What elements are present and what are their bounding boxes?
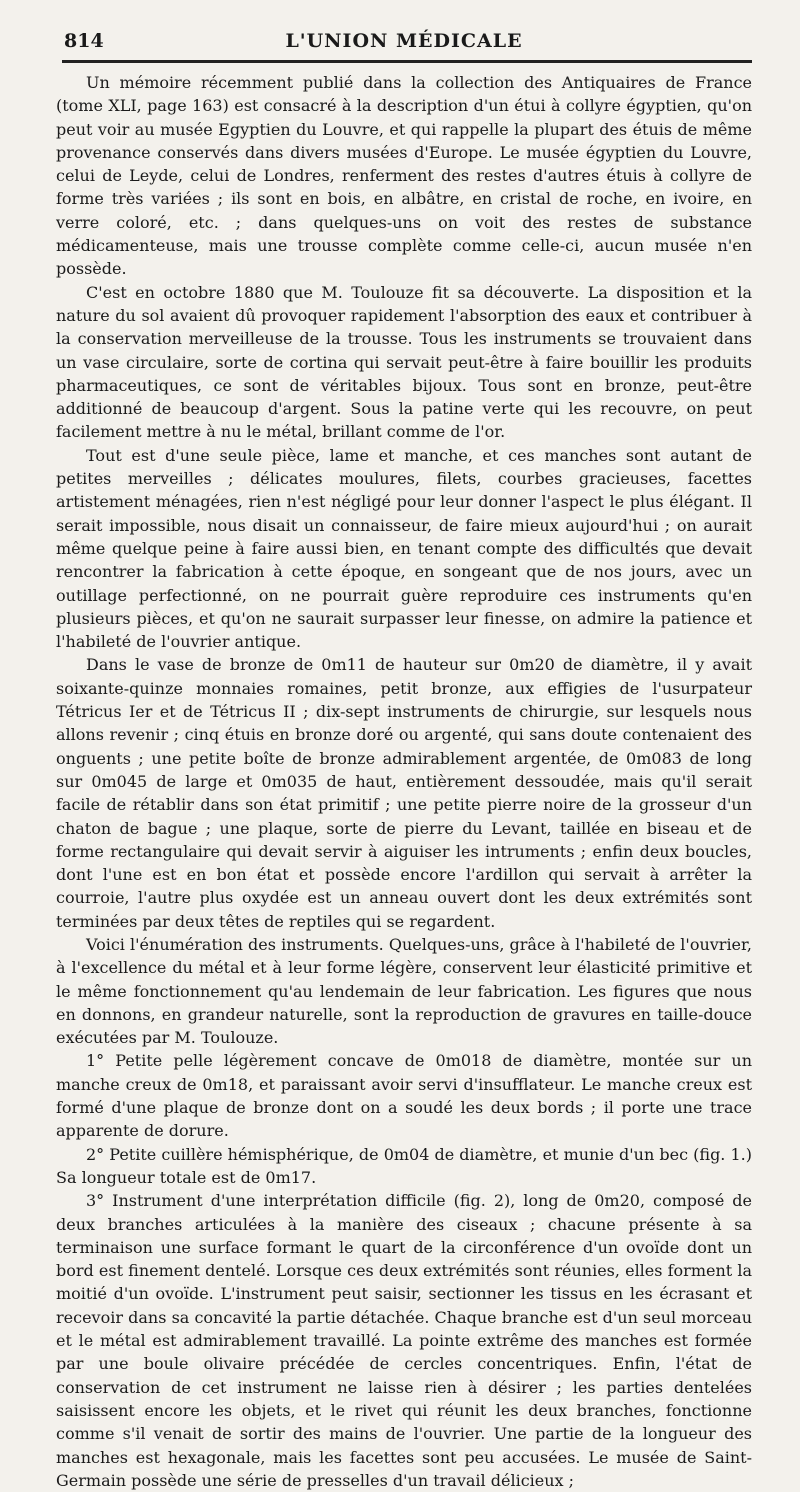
- page-header: [56, 22, 752, 60]
- paragraph: 2° Petite cuillère hémisphérique, de 0m04 de diamètre, et munie d'un bec (fig. 1.) Sa longueur totale est de 0m17.: [56, 1144, 752, 1187]
- page-number: 814: [64, 30, 104, 52]
- paragraph: Un mémoire récemment publié dans la collection des Antiquaires de France (tome XLI, page 163) est consacré à la description d'un étui à collyre égyptien, qu'on peut voir au musée Egyptien du Louvre, et qui rappelle la plupart des étuis de même provenance conservés dans divers musées d'Europe. Le musée égyptien du Louvre, celui de Leyde, celui de Londres, renferment des restes d'autres étuis à collyre de forme très variées ; ils sont en bois, en albâtre, en cristal de roche, en ivoire, en verre coloré, etc. ; dans quelques-uns on voit des restes de substance médicamenteuse, mais une trousse complète comme celle-ci, aucun musée n'en possède.: [56, 73, 752, 279]
- article-body: [56, 71, 752, 1492]
- paragraph: Tout est d'une seule pièce, lame et manche, et ces manches sont autant de petites merveilles ; délicates moulures, filets, courbes gracieuses, facettes artistement ménagées, rien n'est négligé pour leur donner l'aspect le plus élégant. Il serait impossible, nous disait un connaisseur, de faire mieux aujourd'hui ; on aurait même quelque peine à faire aussi bien, en tenant compte des difficultés que devait rencontrer la fabrication à cette époque, en songeant que de nos jours, avec un outillage perfectionné, on ne pourrait guère reproduire ces instruments qu'en plusieurs pièces, et qu'on ne saurait surpasser leur finesse, on admire la patience et l'habileté de l'ouvrier antique.: [56, 445, 752, 652]
- paragraph: 1° Petite pelle légèrement concave de 0m018 de diamètre, montée sur un manche creux de 0m18, et paraissant avoir servi d'insufflateur. Le manche creux est formé d'une plaque de bronze dont on a soudé les deux bords ; il porte une trace apparente de dorure.: [56, 1051, 752, 1141]
- paragraph: C'est en octobre 1880 que M. Toulouze fit sa découverte. La disposition et la nature du sol avaient dû provoquer rapidement l'absorption des eaux et contribuer à la conservation merveilleuse de la trousse. Tous les instruments se trouvaient dans un vase circulaire, sorte de cortina qui servait peut-être à faire bouillir les produits pharmaceutiques, ce sont de véritables bijoux. Tous sont en bronze, peut-être additionné de beaucoup d'argent. Sous la patine verte qui les recouvre, on peut facilement mettre à nu le métal, brillant comme de l'or.: [56, 282, 752, 442]
- paragraph: Voici l'énumération des instruments. Quelques-uns, grâce à l'habileté de l'ouvrier, à l'excellence du métal et à leur forme légère, conservent leur élasticité primitive et le même fonctionnement qu'au lendemain de leur fabrication. Les figures que nous en donnons, en grandeur naturelle, sont la reproduction de gravures en taille-douce exécutées par M. Toulouze.: [56, 934, 752, 1048]
- paragraph: Dans le vase de bronze de 0m11 de hauteur sur 0m20 de diamètre, il y avait soixante-quinze monnaies romaines, petit bronze, aux effigies de l'usurpateur Tétricus Ier et de Tétricus II ; dix-sept instruments de chirurgie, sur lesquels nous allons revenir ; cinq étuis en bronze doré ou argenté, qui sans doute contenaient des onguents ; une petite boîte de bronze admirablement argentée, de 0m083 de long sur 0m045 de large et 0m035 de haut, entièrement dessoudée, mais qu'il serait facile de rétablir dans son état primitif ; une petite pierre noire de la grosseur d'un chaton de bague ; une plaque, sorte de pierre du Levant, taillée en biseau et de forme rectangulaire qui devait servir à aiguiser les intruments ; enfin deux boucles, dont l'une est en bon état et possède encore l'ardillon qui servait à arrêter la courroie, l'autre plus oxydée est un anneau ouvert dont les deux extrémités sont terminées par deux têtes de reptiles qui se regardent.: [56, 655, 752, 931]
- paragraph: 3° Instrument d'une interprétation difficile (fig. 2), long de 0m20, composé de deux branches articulées à la manière des ciseaux ; chacune présente à sa terminaison une surface formant le quart de la circonférence d'un ovoïde dont un bord est finement dentelé. Lorsque ces deux extrémités sont réunies, elles forment la moitié d'un ovoïde. L'instrument peut saisir, sectionner les tissus en les écrasant et recevoir dans sa concavité la partie détachée. Chaque branche est d'un seul morceau et le métal est admirablement travaillé. La pointe extrême des manches est formée par une boule olivaire précédée de cercles concentriques. Enfin, l'état de conservation de cet instrument ne laisse rien à désirer ; les parties dentelées saisissent encore les objets, et le rivet qui réunit les deux branches, fonctionne comme s'il venait de sortir des mains de l'ouvrier. Une partie de la longueur des manches est hexagonale, mais les facettes sont peu accusées. Le musée de Saint-Germain possède une série de presselles d'un travail délicieux ;: [56, 1191, 752, 1490]
- running-title: L'UNION MÉDICALE: [285, 30, 523, 52]
- header-rule: [62, 60, 752, 63]
